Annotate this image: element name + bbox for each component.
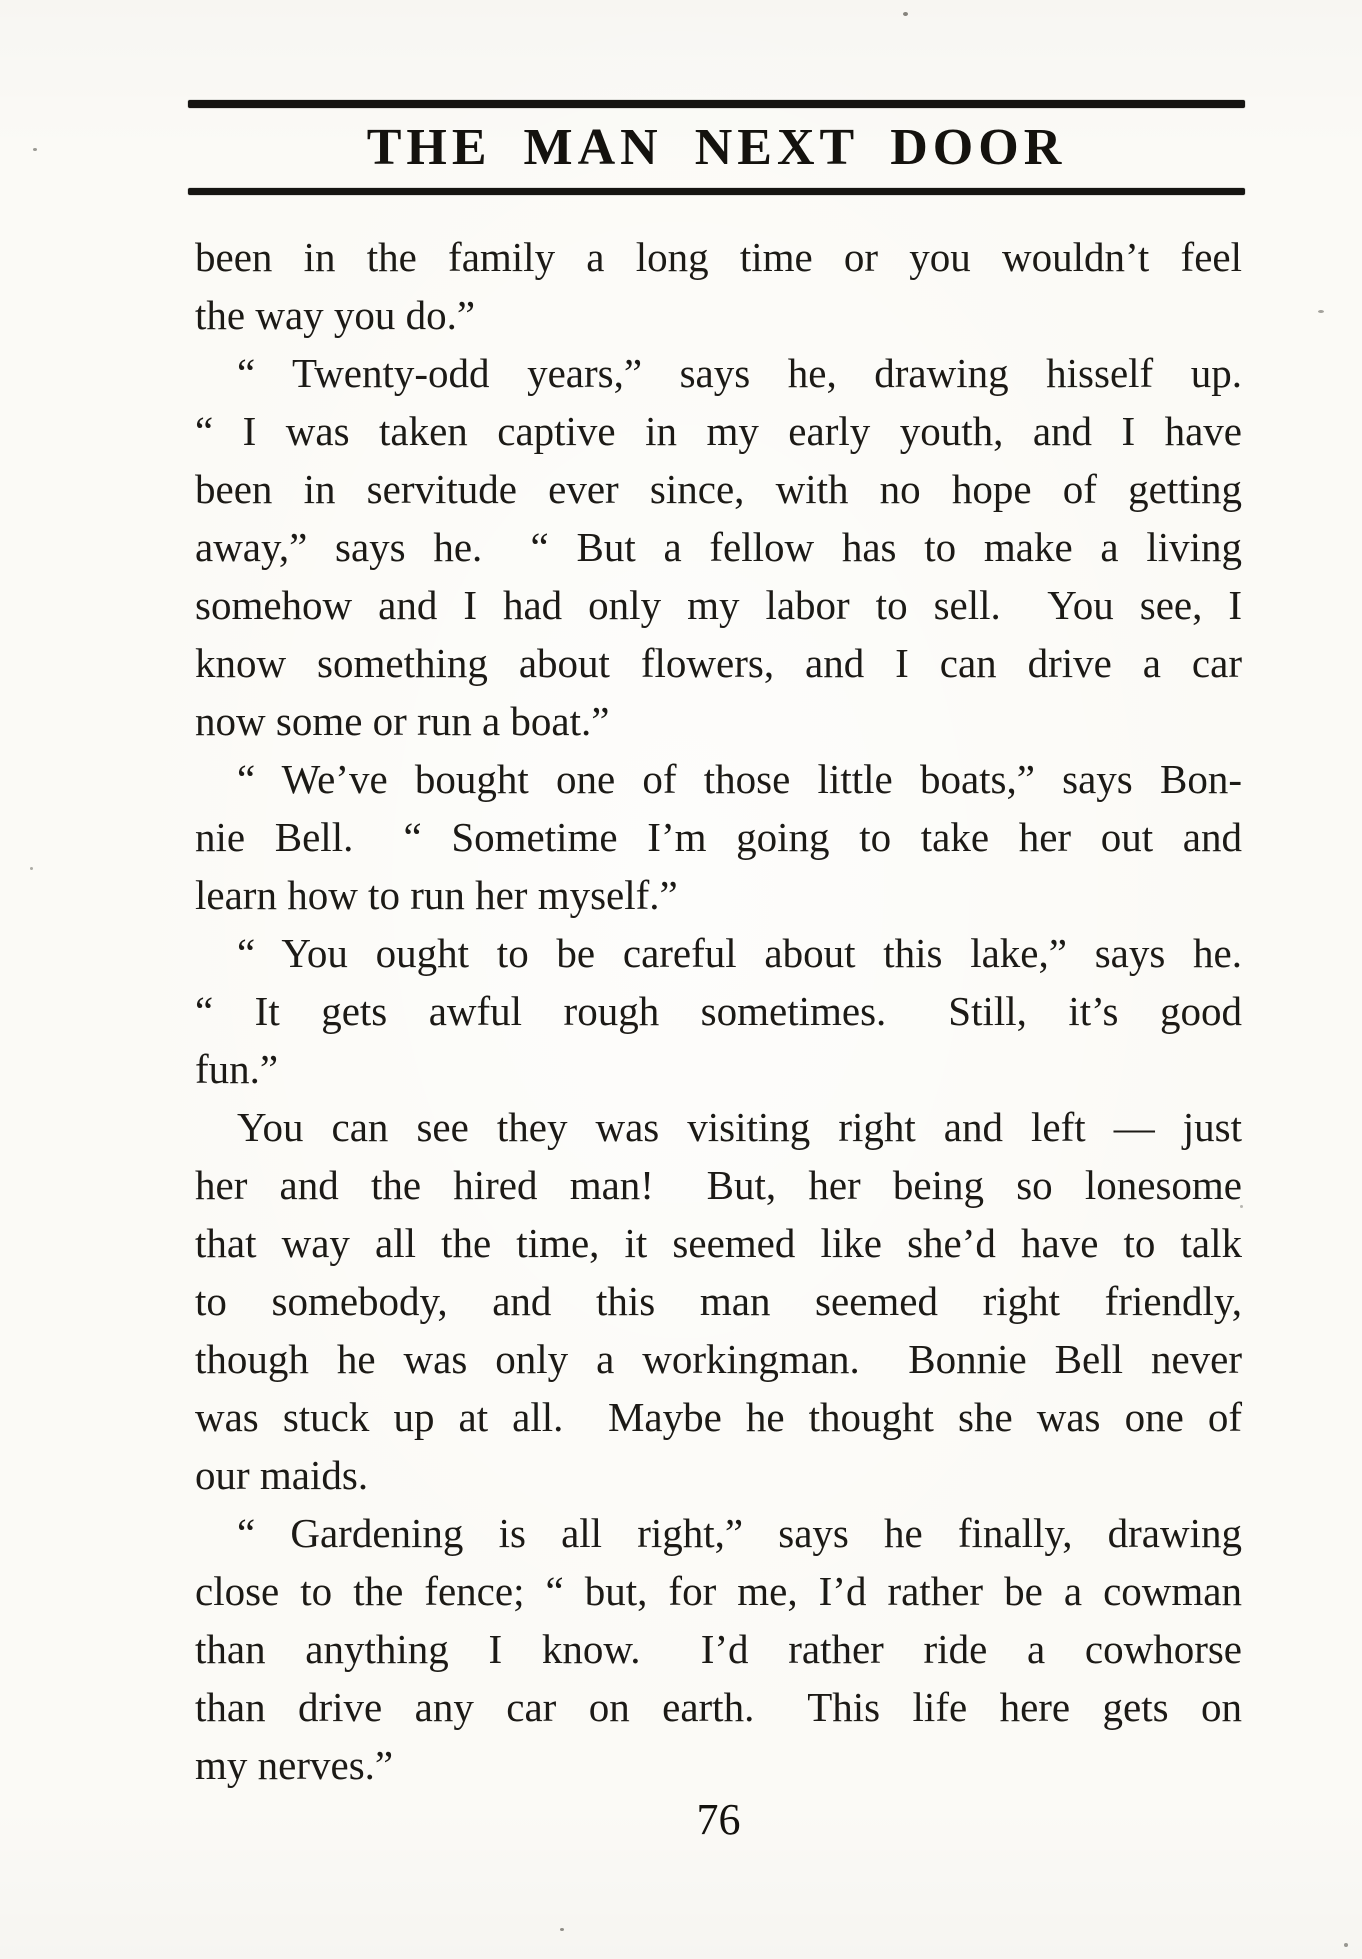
page-number: 76 — [696, 1795, 741, 1844]
paragraph — [195, 924, 1242, 1098]
paragraph — [195, 228, 1242, 344]
page-title: THE MAN NEXT DOOR — [366, 119, 1067, 176]
header-rule-top — [188, 100, 1245, 108]
text-line: was stuck up at all. Maybe he thought she was one of — [195, 1394, 1242, 1440]
text-body — [195, 228, 1242, 1794]
text-line: nie Bell. “ Sometime I’m going to take her out and — [195, 814, 1242, 860]
scan-speck — [560, 1928, 564, 1931]
text-line: away,” says he. “ But a fellow has to make a living — [195, 524, 1242, 570]
text-line: “ We’ve bought one of those little boats,” says Bon- — [237, 756, 1242, 802]
text-line: now some or run a boat.” — [195, 698, 610, 744]
paragraph — [195, 344, 1242, 750]
text-line: fun.” — [195, 1046, 279, 1092]
text-line: been in the family a long time or you wouldn’t feel — [195, 234, 1242, 280]
text-line: the way you do.” — [195, 292, 476, 338]
scan-speck — [30, 867, 33, 870]
text-line: know something about flowers, and I can drive a car — [195, 640, 1242, 686]
text-line: “ It gets awful rough sometimes. Still, it’s good — [195, 988, 1242, 1034]
text-line: that way all the time, it seemed like she’d have to talk — [195, 1220, 1242, 1266]
paragraph — [195, 1098, 1242, 1504]
text-line: close to the fence; “ but, for me, I’d rather be a cowman — [195, 1568, 1242, 1614]
text-line: learn how to run her myself.” — [195, 872, 678, 918]
scan-speck — [903, 12, 908, 16]
text-line: our maids. — [195, 1452, 369, 1498]
paragraph — [195, 1504, 1242, 1794]
text-line: “ Gardening is all right,” says he finally, drawing — [237, 1510, 1242, 1556]
text-line: my nerves.” — [195, 1742, 394, 1788]
scan-speck — [1240, 1205, 1243, 1208]
header-rule-bottom — [188, 188, 1245, 195]
scan-speck — [1318, 310, 1324, 313]
text-line: than anything I know. I’d rather ride a cowhorse — [195, 1626, 1242, 1672]
text-line: somehow and I had only my labor to sell. You see, I — [195, 582, 1242, 628]
text-line: though he was only a workingman. Bonnie Bell never — [195, 1336, 1242, 1382]
text-line: You can see they was visiting right and left — just — [237, 1104, 1242, 1150]
text-line: “ I was taken captive in my early youth, and I have — [195, 408, 1242, 454]
text-line: her and the hired man! But, her being so lonesome — [195, 1162, 1242, 1208]
text-line: to somebody, and this man seemed right friendly, — [195, 1278, 1242, 1324]
text-line: been in servitude ever since, with no hope of getting — [195, 466, 1242, 512]
text-line: “ You ought to be careful about this lake,” says he. — [237, 930, 1242, 976]
paragraph — [195, 750, 1242, 924]
scan-speck — [1344, 1943, 1348, 1947]
text-line: “ Twenty-odd years,” says he, drawing hisself up. — [237, 350, 1242, 396]
text-line: than drive any car on earth. This life here gets on — [195, 1684, 1242, 1730]
scan-speck — [33, 148, 37, 151]
